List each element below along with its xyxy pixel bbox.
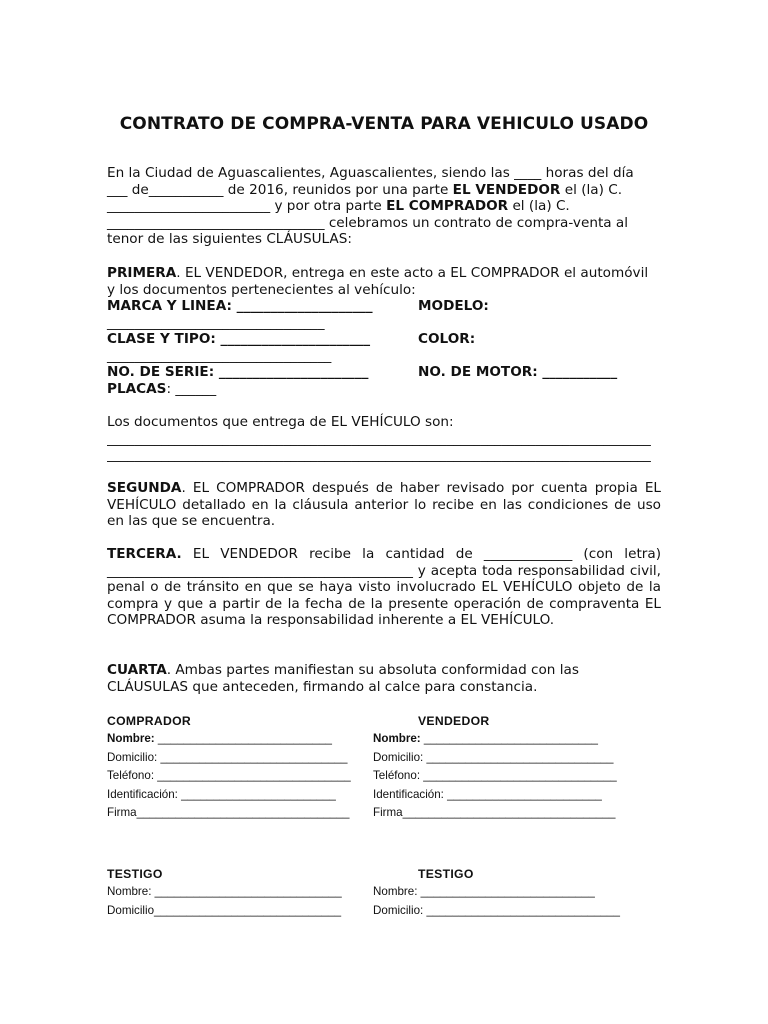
- modelo-field[interactable]: MODELO:: [418, 298, 489, 314]
- comprador-block: [107, 712, 351, 823]
- intro-line-5: tenor de las siguientes CLÁUSULAS:: [107, 231, 352, 248]
- vendedor-nombre[interactable]: [373, 730, 617, 749]
- comprador-nombre[interactable]: [107, 730, 351, 749]
- nombre-line: ___________________________: [154, 732, 332, 745]
- intro-line-4: ________________________________ celebramos un contrato de compra-venta al: [107, 214, 629, 231]
- vendedor-identificacion[interactable]: Identificación: ________________________: [373, 787, 602, 801]
- clase-line[interactable]: _________________________________: [107, 347, 332, 364]
- comprador-term: EL COMPRADOR: [386, 198, 509, 215]
- tercera-label: TERCERA.: [107, 546, 182, 562]
- testigo-1-domicilio[interactable]: Domicilio_____________________________: [107, 903, 342, 917]
- intro-text: ___ de___________ de 2016, reunidos por una parte: [107, 181, 453, 198]
- testigo-1-block: [107, 865, 342, 920]
- clase-field[interactable]: CLASE Y TIPO: ______________________: [107, 331, 371, 348]
- intro-line-3: [107, 198, 661, 215]
- nombre-line: ___________________________: [420, 732, 598, 745]
- cuarta-label: CUARTA: [107, 662, 167, 678]
- comprador-telefono[interactable]: Teléfono: ______________________________: [107, 769, 351, 783]
- vendedor-term: EL VENDEDOR: [452, 181, 561, 198]
- vendedor-domicilio[interactable]: Domicilio: _____________________________: [373, 750, 614, 764]
- testigo-2-header: TESTIGO: [418, 867, 474, 881]
- testigo-2-block: [373, 865, 620, 920]
- clase-continuation-row: [107, 348, 667, 365]
- documentos-section: [107, 414, 663, 464]
- intro-text: el (la) C.: [560, 181, 623, 198]
- intro-text: ________________________ y por otra parte: [107, 198, 387, 215]
- clausula-segunda: [107, 480, 661, 530]
- primera-text: . EL VENDEDOR, entrega en este acto a EL COMPRADOR el automóvil: [176, 265, 649, 281]
- testigo-1-header: TESTIGO: [107, 867, 163, 881]
- comprador-domicilio[interactable]: Domicilio: _____________________________: [107, 750, 348, 764]
- testigo-2-nombre[interactable]: Nombre: ___________________________: [373, 885, 595, 898]
- placas-row: [107, 381, 667, 398]
- cuarta-line-1: [107, 662, 661, 679]
- motor-field[interactable]: NO. DE MOTOR: ___________: [418, 364, 618, 381]
- intro-line-1: En la Ciudad de Aguascalientes, Aguascalientes, siendo las ____ horas del día: [107, 165, 634, 181]
- marca-field[interactable]: MARCA Y LINEA: ____________________: [107, 298, 373, 314]
- testigo-1-nombre[interactable]: Nombre: _____________________________: [107, 885, 342, 898]
- placas-line: : ______: [166, 380, 217, 397]
- comprador-header: COMPRADOR: [107, 714, 191, 728]
- testigo-2-domicilio[interactable]: Domicilio: ______________________________: [373, 903, 620, 917]
- nombre-label: Nombre:: [107, 732, 155, 745]
- placas-label: PLACAS: [107, 380, 167, 397]
- vehicle-fields: [107, 298, 667, 398]
- serie-row: [107, 364, 667, 381]
- vendedor-block: [373, 712, 617, 823]
- cuarta-text: . Ambas partes manifiestan su absoluta conformidad con las: [166, 662, 579, 678]
- primera-line-2: y los documentos pertenecientes al vehículo:: [107, 281, 416, 298]
- marca-line[interactable]: ________________________________: [107, 314, 325, 331]
- segunda-text: . EL COMPRADOR después de haber revisado por cuenta propia EL VEHÍCULO detallado en la cláusula anterior lo recibe en las condiciones de uso en las que se encuentra.: [107, 480, 661, 530]
- vendedor-telefono[interactable]: Teléfono: ______________________________: [373, 769, 617, 783]
- cuarta-line-2: CLÁUSULAS que anteceden, firmando al calce para constancia.: [107, 678, 538, 695]
- documentos-line-2[interactable]: ________________________________________________________________________________: [107, 447, 651, 464]
- intro-line-2: [107, 182, 661, 199]
- intro-paragraph: [107, 165, 661, 248]
- marca-row: [107, 298, 667, 315]
- vendedor-header: VENDEDOR: [418, 714, 490, 728]
- documentos-label: Los documentos que entrega de EL VEHÍCULO son:: [107, 414, 454, 430]
- nombre-label: Nombre:: [373, 732, 421, 745]
- clausula-cuarta: [107, 662, 661, 695]
- comprador-firma[interactable]: Firma_________________________________: [107, 806, 350, 820]
- primera-line-1: [107, 265, 661, 282]
- serie-field[interactable]: NO. DE SERIE: ______________________: [107, 364, 369, 381]
- clausula-primera: [107, 265, 661, 298]
- placas-field[interactable]: [107, 381, 216, 398]
- marca-continuation-row: [107, 315, 667, 332]
- color-field[interactable]: COLOR:: [418, 331, 476, 348]
- clase-row: [107, 331, 667, 348]
- vendedor-firma[interactable]: Firma_________________________________: [373, 806, 616, 820]
- intro-text: el (la) C.: [508, 198, 570, 215]
- segunda-label: SEGUNDA: [107, 480, 182, 496]
- documentos-line-1[interactable]: ________________________________________________________________________________: [107, 430, 651, 447]
- primera-label: PRIMERA: [107, 265, 177, 281]
- page-title: CONTRATO DE COMPRA-VENTA PARA VEHICULO USADO: [119, 114, 649, 134]
- comprador-identificacion[interactable]: Identificación: ________________________: [107, 787, 336, 801]
- tercera-text: EL VENDEDOR recibe la cantidad de _____________ (con letra) _____________________________________________ y acepta toda responsabilidad civil, penal o de tránsito en que se haya visto involucrado EL VEHÍCULO objeto de la compra y que a partir de la fecha de la presente operación de compraventa EL COMPRADOR asuma la responsabilidad inherente a EL VEHÍCULO.: [107, 546, 661, 629]
- clausula-tercera: [107, 546, 661, 629]
